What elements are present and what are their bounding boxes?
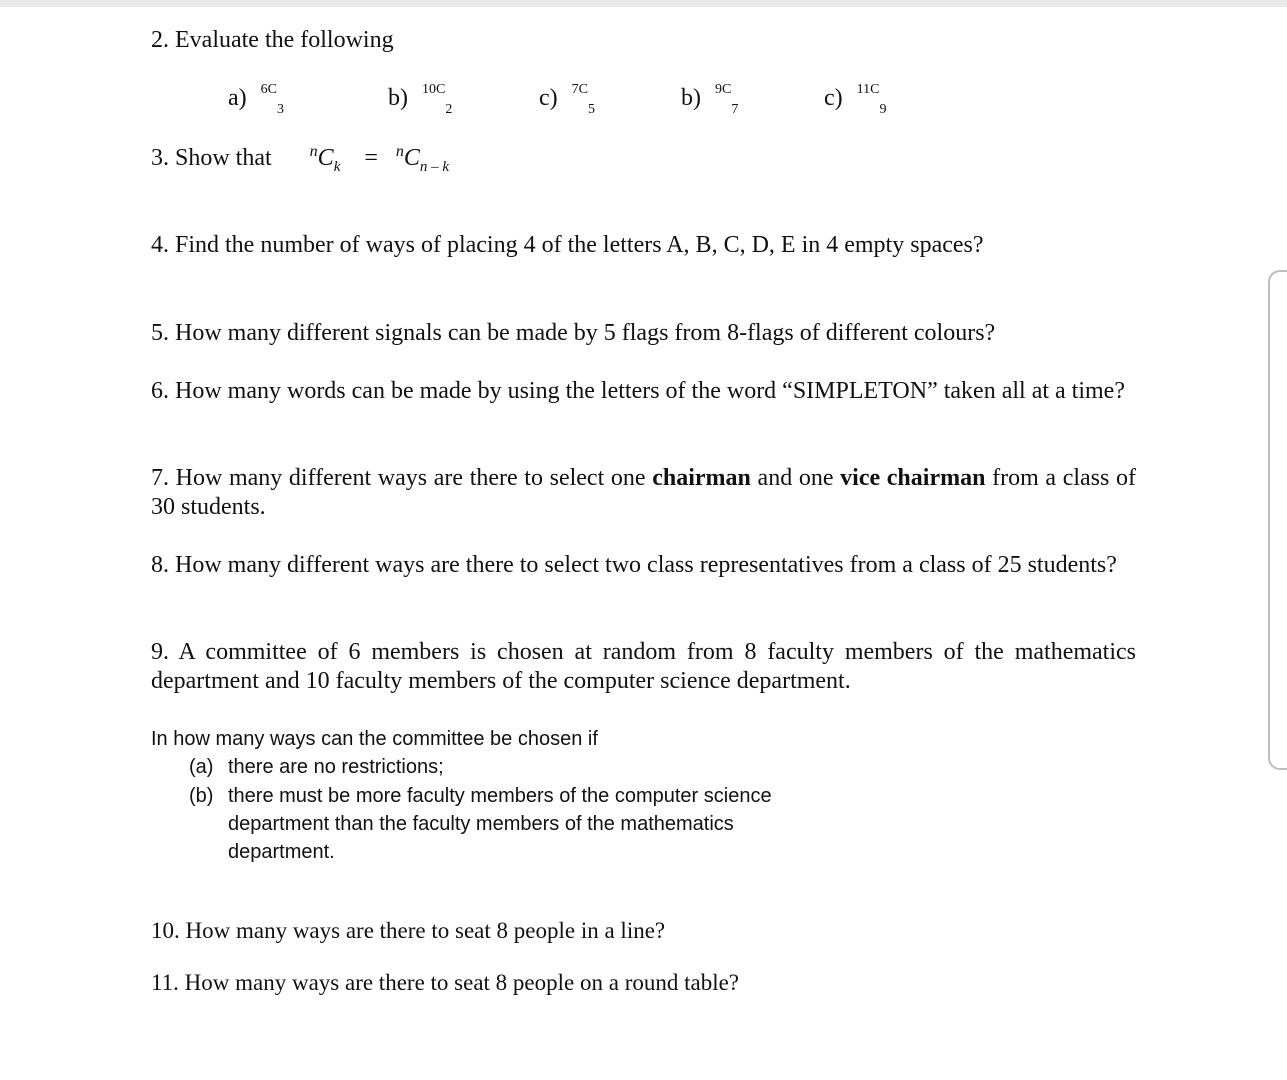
combination-sub: 7: [731, 102, 739, 117]
question-3: [151, 143, 450, 175]
question-8: 8. How many different ways are there to select two class representatives from a class of 25 students?: [151, 552, 1117, 578]
combination-top: 9C: [715, 82, 732, 97]
q7-text-1: 7. How many different ways are there to select one: [151, 465, 653, 491]
question-9: 9. A committee of 6 members is chosen at random from 8 faculty members of the mathematics department and 10 faculty members of the computer science department.: [151, 639, 1136, 694]
question-11: 11. How many ways are there to seat 8 people on a round table?: [151, 970, 740, 995]
q7-bold-chairman: chairman: [652, 465, 751, 491]
question-5: 5. How many different signals can be made by 5 flags from 8-flags of different colours?: [151, 320, 996, 346]
question-3-text: 3. Show that: [151, 145, 272, 171]
lhs-expression: [309, 143, 341, 175]
lhs-sup: n: [309, 143, 318, 160]
option-label: c): [824, 85, 843, 111]
q9-b-line-3: department.: [228, 841, 335, 863]
question-2-title: 2. Evaluate the following: [151, 27, 394, 53]
q9-b-label: (b): [189, 785, 214, 807]
combination-top: 11C: [856, 82, 880, 97]
option-c2: [824, 82, 887, 117]
q9-a-text: there are no restrictions;: [228, 756, 444, 778]
rhs-sub: n – k: [419, 159, 450, 175]
q7-text-2: and one: [750, 465, 841, 491]
combination-sub: 2: [445, 102, 453, 117]
lhs-sub: k: [333, 159, 341, 175]
side-panel-handle[interactable]: [1268, 270, 1287, 770]
option-label: b): [388, 85, 408, 111]
rhs-sup: n: [395, 143, 404, 160]
equals-sign: =: [364, 145, 378, 171]
combination-sub: 9: [879, 102, 887, 117]
option-label: a): [228, 85, 247, 111]
option-label: b): [681, 85, 701, 111]
q9-intro: In how many ways can the committee be chosen if: [151, 728, 598, 750]
combination-top: 7C: [571, 82, 588, 97]
q7-bold-vice-chairman: vice chairman: [840, 465, 986, 491]
combination-top: 10C: [422, 82, 446, 97]
combination-sub: 3: [277, 102, 284, 117]
question-4: 4. Find the number of ways of placing 4 of the letters A, B, C, D, E in 4 empty spaces?: [151, 232, 984, 258]
rhs-c: C: [403, 145, 420, 171]
option-a: [228, 82, 284, 117]
q9-b-line-1: there must be more faculty members of the computer science: [228, 785, 772, 807]
option-label: c): [539, 85, 558, 111]
question-6: 6. How many words can be made by using the letters of the word “SIMPLETON” taken all at a time?: [151, 378, 1125, 404]
q9-b-line-2: department than the faculty members of the mathematics: [228, 813, 734, 835]
lhs-c: C: [317, 145, 334, 171]
combination-sub: 5: [588, 102, 595, 117]
question-10: 10. How many ways are there to seat 8 people in a line?: [151, 918, 666, 943]
option-b: [388, 82, 453, 117]
option-c: [539, 82, 595, 117]
rhs-expression: [395, 143, 450, 175]
q9-a-label: (a): [189, 756, 214, 778]
combination-top: 6C: [260, 82, 277, 97]
q7-text-3: from a class of 30 students.: [151, 465, 1137, 520]
question-7: [151, 464, 1136, 522]
top-bar: [0, 0, 1287, 7]
option-b2: [681, 82, 739, 117]
